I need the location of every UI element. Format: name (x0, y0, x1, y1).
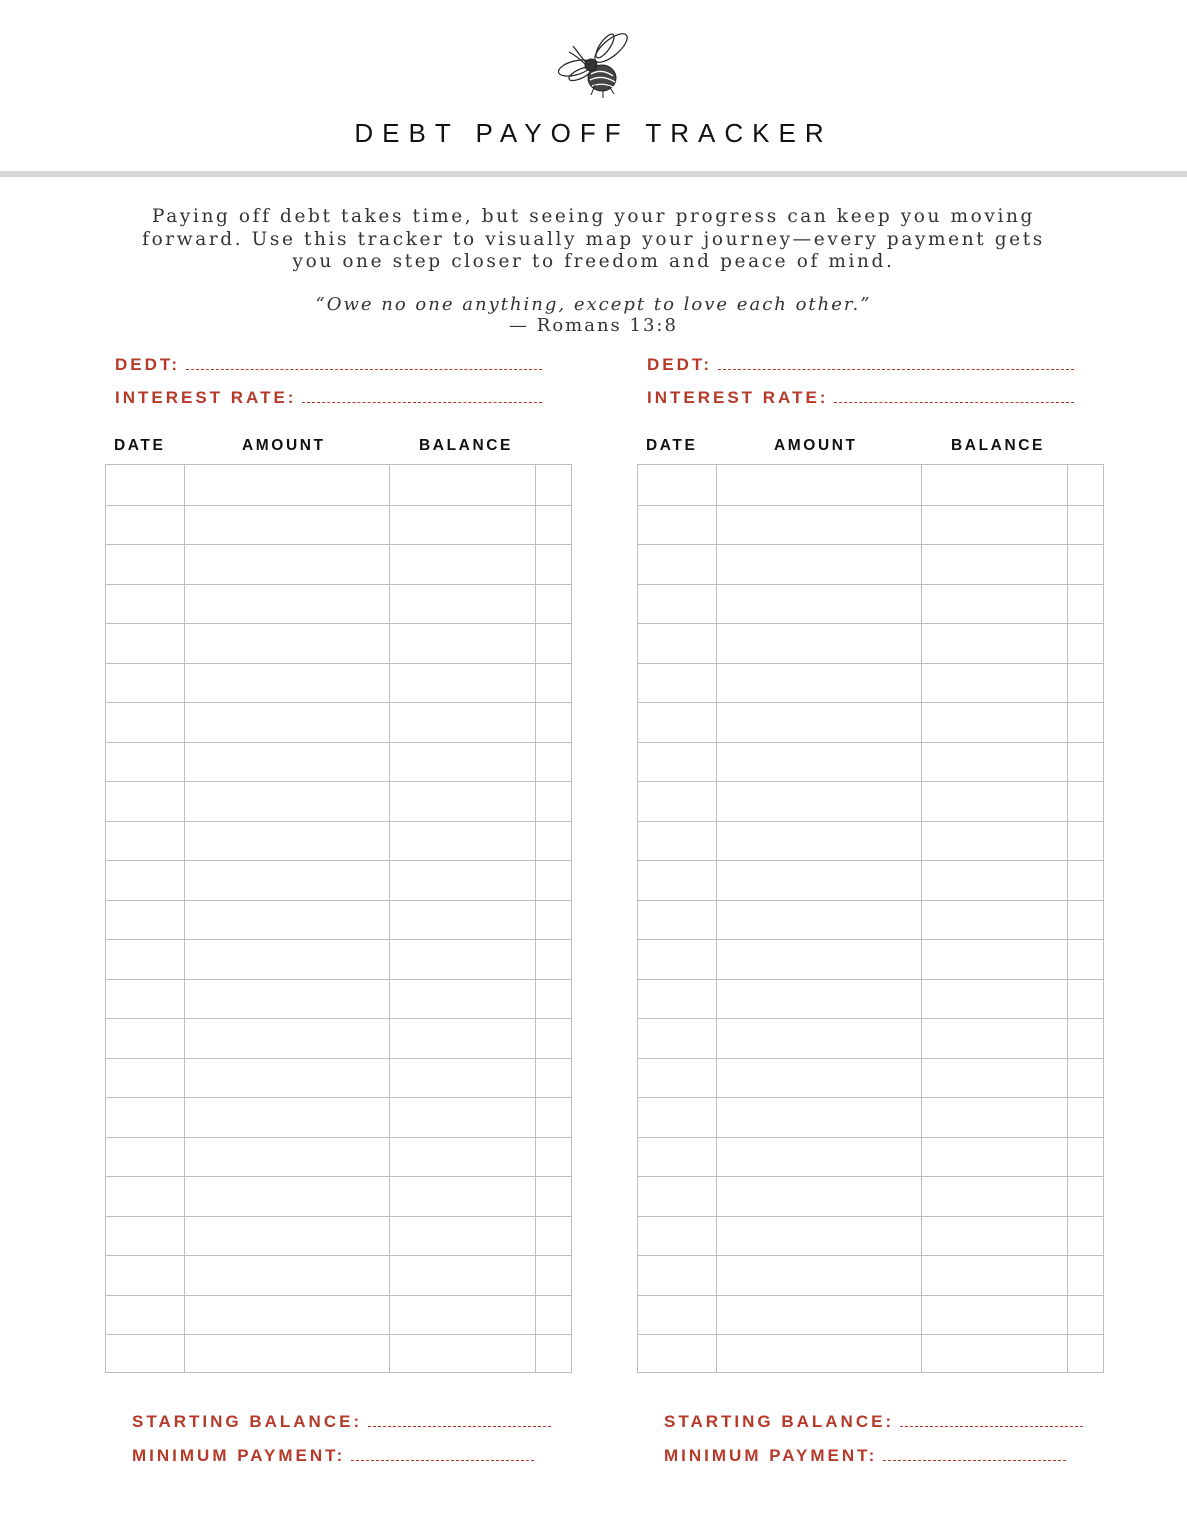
column-header-balance: BALANCE (419, 437, 513, 454)
minimum-payment-label: MINIMUM PAYMENT: (132, 1446, 346, 1465)
table-row-line (638, 1216, 1103, 1217)
table-row-line (106, 1018, 571, 1019)
payment-log-table[interactable] (637, 464, 1104, 1373)
table-row-line (638, 1176, 1103, 1177)
table-row-line (638, 1255, 1103, 1256)
table-row-line (106, 623, 571, 624)
table-row-line (106, 1255, 571, 1256)
table-row-line (638, 939, 1103, 940)
column-header-date: DATE (114, 437, 166, 454)
intro-line-2: forward. Use this tracker to visually map your journey—every payment gets (142, 228, 1045, 250)
table-row-line (106, 742, 571, 743)
header-divider (0, 171, 1187, 177)
table-row-line (106, 1058, 571, 1059)
table-row-line (638, 1295, 1103, 1296)
debt-entry-line[interactable] (718, 355, 1074, 370)
column-header-balance: BALANCE (951, 437, 1045, 454)
table-row-line (638, 1137, 1103, 1138)
column-divider (389, 465, 390, 1372)
table-row-line (638, 860, 1103, 861)
starting-balance-entry-line[interactable] (900, 1412, 1083, 1427)
table-row-line (106, 939, 571, 940)
starting-balance-label: STARTING BALANCE: (132, 1412, 363, 1431)
quote-reference: — Romans 13:8 (509, 315, 678, 336)
column-header-amount: AMOUNT (242, 437, 326, 454)
table-row-line (106, 1097, 571, 1098)
table-row-line (106, 1176, 571, 1177)
interest-rate-field-left[interactable] (115, 388, 542, 408)
table-row-line (638, 1334, 1103, 1335)
table-row-line (106, 821, 571, 822)
minimum-payment-field-left[interactable] (132, 1446, 534, 1466)
debt-entry-line[interactable] (186, 355, 542, 370)
minimum-payment-label: MINIMUM PAYMENT: (664, 1446, 878, 1465)
table-row-line (106, 584, 571, 585)
table-row-line (106, 505, 571, 506)
table-row-line (638, 584, 1103, 585)
table-row-line (638, 1058, 1103, 1059)
starting-balance-field-right[interactable] (664, 1412, 1083, 1432)
table-row-line (106, 1295, 571, 1296)
table-row-line (638, 663, 1103, 664)
scripture-quote (0, 294, 1187, 336)
minimum-payment-entry-line[interactable] (351, 1446, 534, 1461)
table-row-line (106, 1334, 571, 1335)
page-title: DEBT PAYOFF TRACKER (354, 118, 833, 148)
table-row-line (106, 781, 571, 782)
table-row-line (638, 1097, 1103, 1098)
intro-line-1: Paying off debt takes time, but seeing your progress can keep you moving (152, 206, 1035, 227)
table-row-line (106, 663, 571, 664)
table-row-line (638, 544, 1103, 545)
interest-rate-entry-line[interactable] (302, 388, 542, 403)
table-row-line (106, 1137, 571, 1138)
column-divider (184, 465, 185, 1372)
intro-text (120, 206, 1067, 274)
bee-icon (553, 28, 637, 100)
table-row-line (106, 860, 571, 861)
table-row-line (638, 742, 1103, 743)
column-divider (921, 465, 922, 1372)
quote-text: “Owe no one anything, except to love each other.” (315, 294, 872, 315)
table-row-line (106, 702, 571, 703)
table-row-line (638, 900, 1103, 901)
intro-line-3: you one step closer to freedom and peace of mind. (292, 251, 895, 272)
table-row-line (106, 1216, 571, 1217)
table-row-line (106, 900, 571, 901)
table-row-line (638, 979, 1103, 980)
starting-balance-field-left[interactable] (132, 1412, 551, 1432)
starting-balance-label: STARTING BALANCE: (664, 1412, 895, 1431)
table-row-line (106, 544, 571, 545)
minimum-payment-field-right[interactable] (664, 1446, 1066, 1466)
table-row-line (638, 821, 1103, 822)
table-row-line (638, 623, 1103, 624)
table-row-line (638, 702, 1103, 703)
debt-field-left[interactable] (115, 355, 542, 375)
column-header-amount: AMOUNT (774, 437, 858, 454)
table-row-line (638, 781, 1103, 782)
minimum-payment-entry-line[interactable] (883, 1446, 1066, 1461)
table-row-line (638, 1018, 1103, 1019)
interest-rate-entry-line[interactable] (834, 388, 1074, 403)
column-divider (716, 465, 717, 1372)
payment-log-table[interactable] (105, 464, 572, 1373)
column-divider (535, 465, 536, 1372)
starting-balance-entry-line[interactable] (368, 1412, 551, 1427)
interest-rate-field-right[interactable] (647, 388, 1074, 408)
column-header-date: DATE (646, 437, 698, 454)
table-row-line (638, 505, 1103, 506)
debt-field-right[interactable] (647, 355, 1074, 375)
column-divider (1067, 465, 1068, 1372)
table-row-line (106, 979, 571, 980)
debt-label: DEDT: (115, 355, 181, 374)
interest-rate-label: INTEREST RATE: (115, 388, 297, 407)
debt-label: DEDT: (647, 355, 713, 374)
interest-rate-label: INTEREST RATE: (647, 388, 829, 407)
